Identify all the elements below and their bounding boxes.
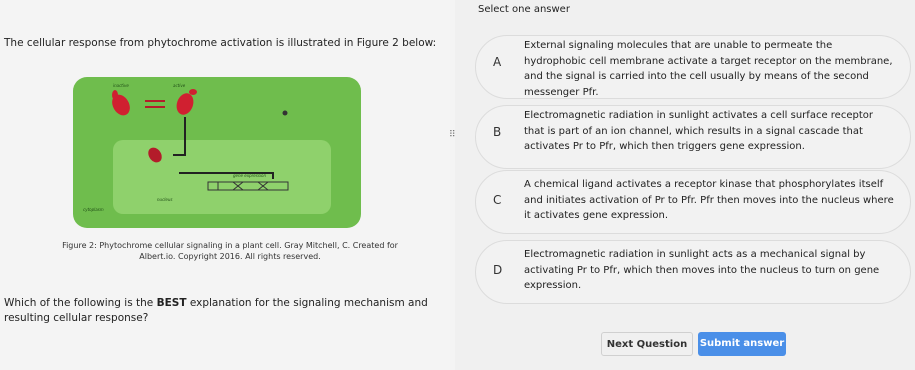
pr-label: inactive [113,83,129,88]
option-letter: B [493,125,502,139]
option-text: Electromagnetic radiation in sunlight acts as a mechanical signal by activating Pr to Pfr, which then moves into the nucleus to turn on gene expression. [524,249,880,291]
gene-label: gene expression [233,173,267,178]
option-text: A chemical ligand activates a receptor kinase that phosphorylates itself and initiates activation of Pr to Pfr. Pfr then moves into the nucleus where it activates gene expression. [524,179,894,221]
question-text: Which of the following is the BEST explanation for the signaling mechanism and resulting cellular response? [4,297,428,324]
answer-option-d[interactable] [475,240,911,304]
select-one-answer-label: Select one answer [478,4,570,15]
pfr-label: active [173,83,186,88]
option-text: Electromagnetic radiation in sunlight activates a cell surface receptor that is part of an ion channel, which results in a signal cascade that activates Pr to Pfr, which then triggers gene expression. [524,110,873,152]
answer-option-b[interactable] [475,105,911,169]
question-stem: The cellular response from phytochrome activation is illustrated in Figure 2 below: [4,37,437,49]
figure-phytochrome-diagram [73,77,361,228]
pr-molecule [109,90,134,119]
pfr-molecule [174,89,197,117]
answer-option-a[interactable] [475,35,911,99]
figure-caption: Figure 2: Phytochrome cellular signaling in a plant cell. Gray Mitchell, C. Created for Albert.io. Copyright 2016. All rights reserved. [62,241,398,261]
next-question-button[interactable]: Next Question [601,332,693,356]
option-letter: A [493,55,502,69]
option-letter: D [493,263,503,277]
nucleus-label: nucleus [157,197,173,202]
pfr-nucleus-molecule [145,145,164,165]
option-text: External signaling molecules that are unable to permeate the hydrophobic cell membrane activate a target receptor on the membrane, and the signal is carried into the cell usually by means of the second messenger Pfr. [524,40,893,98]
figure-drawing [73,77,361,228]
question-panel [0,0,455,370]
answer-option-c[interactable] [475,170,911,234]
dna-strand [208,182,288,190]
drag-handle-icon[interactable]: ⠿ [449,130,456,140]
submit-answer-button[interactable]: Submit answer [698,332,786,356]
cytoplasm-label: cytoplasm [83,207,104,212]
option-letter: C [493,193,502,207]
emphasis-word: BEST [156,297,187,309]
